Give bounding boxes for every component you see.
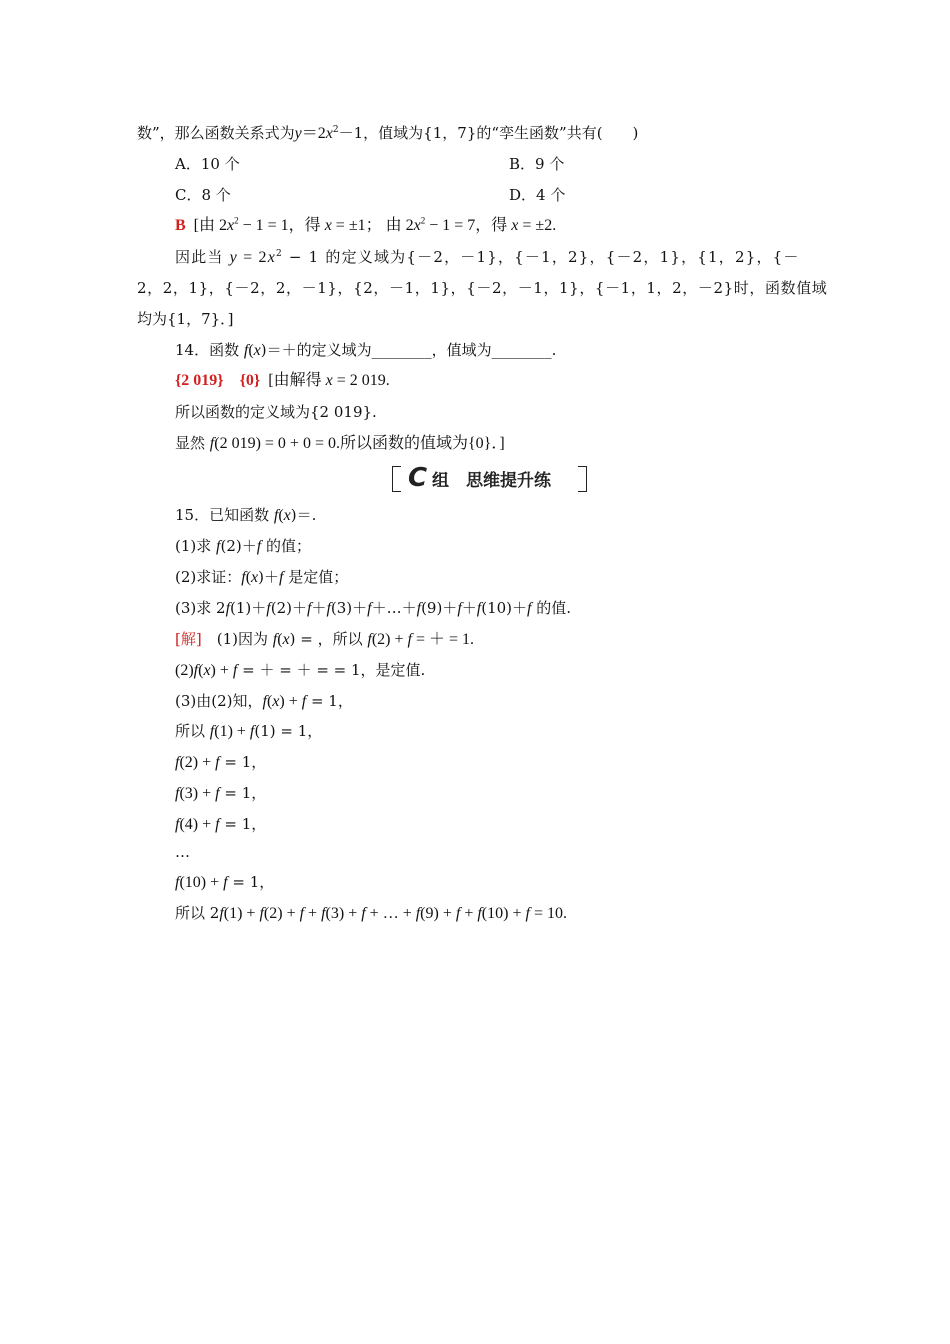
q13-answer: B bbox=[175, 217, 186, 234]
q13-option-b: B．9 个 bbox=[509, 155, 565, 173]
group-title: 组 思维提升练 bbox=[432, 471, 551, 491]
q15-solution-line4: 所以 f(1) + f(1) = 1， bbox=[175, 722, 323, 740]
group-letter: C bbox=[408, 463, 428, 493]
left-bracket bbox=[392, 466, 401, 492]
right-bracket bbox=[578, 466, 587, 492]
q15-part2: (2)求证：f(x)＋f 是定值； bbox=[175, 568, 349, 586]
q13-option-d: D．4 个 bbox=[509, 186, 566, 204]
section-banner bbox=[392, 463, 592, 496]
q15-part1: (1)求 f(2)＋f 的值； bbox=[175, 537, 311, 555]
q15-solution-line5: f(2) + f = 1， bbox=[175, 753, 267, 771]
q13-solution-line2: 因此当 $y = 2x^2 - 1$ 的定义域为{－2，－1}，{－1，2}，{－2，1}，{1，2}，{－ bbox=[175, 248, 800, 266]
q15-solution-line6: f(3) + f = 1， bbox=[175, 784, 267, 802]
q13-solution-line1: B [由 $2x^2 - 1 = 1$，得 x = ±1； 由 $2x^2 - 1 = 7$，得 x = ±2. bbox=[175, 215, 557, 234]
q15-solution-line9: f(10) + f = 1， bbox=[175, 873, 275, 891]
q14-stem: 14．函数 f(x)＝＋的定义域为________，值域为________. bbox=[175, 341, 557, 359]
q13-option-a: A．10 个 bbox=[175, 155, 240, 173]
q14-solution-line3: 显然 f(2 019) = 0 + 0 = 0.所以函数的值域为{0}．] bbox=[175, 434, 505, 452]
q13-option-c: C．8 个 bbox=[175, 186, 231, 204]
q15-part3: (3)求 2f(1)＋f(2)＋f＋f(3)＋f＋…＋f(9)＋f＋f(10)＋f 的值. bbox=[175, 599, 572, 617]
q15-solution-line1: [解] (1)因为 f(x) = ，所以 f(2) + f = ＋ = 1. bbox=[175, 630, 475, 648]
q14-answer: {2 019} {0} bbox=[175, 372, 261, 389]
solution-label: [解] bbox=[175, 630, 202, 648]
q15-solution-line7: f(4) + f = 1， bbox=[175, 815, 267, 833]
q13-solution-line3: 2，2，1}，{－2，2，－1}，{2，－1，1}，{－2，－1，1}，{－1，1，2，－2}时，函数值域 bbox=[137, 279, 828, 297]
q15-solution-line3: (3)由(2)知，f(x) + f = 1， bbox=[175, 692, 353, 710]
q14-solution-line2: 所以函数的定义域为{2 019}. bbox=[175, 403, 377, 421]
q15-solution-ellipsis: … bbox=[175, 843, 190, 861]
q15-stem: 15．已知函数 f(x)＝. bbox=[175, 506, 317, 524]
q15-solution-line10: 所以 2f(1) + f(2) + f + f(3) + f + … + f(9) + f + f(10) + f = 10. bbox=[175, 904, 567, 922]
q15-solution-line2: (2)f(x) + f = ＋ = ＋ = = 1，是定值. bbox=[175, 661, 426, 679]
q13-stem: 数”，那么函数关系式为$y=2x^2-1$，值域为{1，7}的“孪生函数”共有( ) bbox=[137, 124, 639, 142]
q13-solution-line4: 均为{1，7}．] bbox=[137, 310, 234, 328]
q14-solution-line1: {2 019} {0} [由解得 x = 2 019. bbox=[175, 372, 390, 389]
